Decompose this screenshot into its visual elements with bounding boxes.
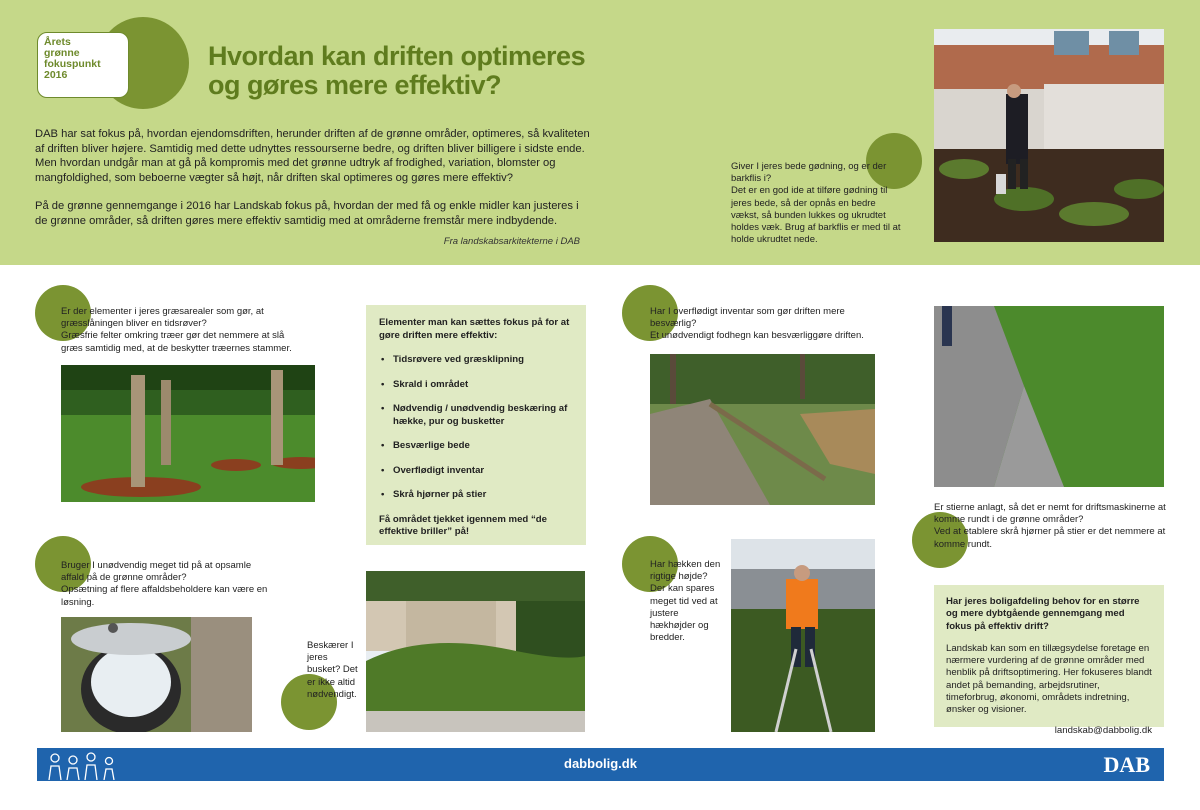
- focus-item: • Besværlige bede: [379, 440, 573, 453]
- focus-heading: Elementer man kan sættes fokus på for at gøre driften mere effektiv:: [379, 317, 570, 341]
- badge-line: fokuspunkt: [44, 58, 101, 70]
- title-line: Hvordan kan driften optimeres: [208, 41, 586, 71]
- tip-waste: Bruger I unødvendig meget tid på at opsamle affald på de grønne områder? Opsætning af flere affaldsbeholdere kan være en løsning.: [61, 560, 268, 608]
- cta-box: [934, 585, 1164, 736]
- photo-gardener: [934, 29, 1164, 242]
- cta-heading: Har jeres boligafdeling behov for en større og mere dybtgående gennemgang med fokus på effektiv drift?: [946, 596, 1140, 632]
- photo-fence: [650, 354, 875, 505]
- photo-trees-lawn: [61, 365, 315, 502]
- title-line: og gøres mere effektiv?: [208, 70, 502, 100]
- badge-line: grønne: [44, 47, 80, 59]
- credit-line: Fra landskabsarkitekterne i DAB: [443, 236, 580, 247]
- focus-closing: Få området tjekket igennem med “de effektive briller” på!: [379, 513, 547, 537]
- tip-fertilizer: Giver I jeres bede gødning, og er der barkflis i? Det er en god ide at tilføre gødning til jeres bede, så der opnås en bedre vækst, så bunden lukkes og ukrudtet holdes væk. Brug af barkflis er med til at holde ukrudtet nede.: [731, 161, 901, 246]
- badge-line: Årets: [44, 36, 71, 48]
- year-badge: [37, 32, 129, 98]
- footer-bar: [37, 748, 1164, 781]
- intro-paragraph: DAB har sat fokus på, hvordan ejendomsdriften, herunder driften af de grønne områder, optimeres, så kvaliteten af driften bliver højere. Samtidig med dette udnyttes ressourserne bedre, og driften bliver billigere i sidste ende. Men hvordan undgår man at gå på kompromis med det grønne udtryk af frodighed, variation, blomster og mangfoldighed, som beboerne vægter så højt, når driften skal optimeres og gøres mere effektiv?: [35, 128, 590, 184]
- focus-item: • Nødvendig / unødvendig beskæring af hække, pur og busketter: [379, 403, 573, 428]
- focus-item: • Skrå hjørner på stier: [379, 489, 573, 502]
- cta-email[interactable]: landskab@dabbolig.dk: [1054, 724, 1152, 736]
- focus-box: [366, 305, 586, 545]
- photo-hedge-trimming: [731, 539, 875, 732]
- dab-logo: DAB: [1103, 752, 1150, 777]
- tip-inventory: Har I overflødigt inventar som gør driften mere besværlig? Et unødvendigt fodhegn kan besværliggøre driften.: [650, 306, 864, 342]
- tip-grass: Er der elementer i jeres græsarealer som gør, at græsslåningen bliver en tidsrøver? Græsfrie felter omkring træer gør det nemmere at slå græs samtidig med, at de beskytter træernes stammer.: [61, 306, 292, 354]
- badge-line: 2016: [44, 69, 68, 81]
- focus-item: • Tidsrøvere ved græsklipning: [379, 354, 573, 367]
- focus-item: • Overflødigt inventar: [379, 465, 573, 478]
- tip-paths: Er stierne anlagt, så det er nemt for driftsmaskinerne at komme rundt i de grønne områder? Ved at etablere skrå hjørner på stier er det nemmere at komme rundt.: [934, 502, 1166, 550]
- cta-body: Landskab kan som en tillægsydelse foretage en nærmere vurdering af de grønne områder med henblik på driftsoptimering. Her fokuseres blandt andet på bemanding, arbejdsrutiner, timeforbrug, økonomi, områdets indretning, ønsker og visioner.: [946, 642, 1152, 716]
- photo-shrubs: [366, 571, 585, 732]
- tip-shrubs: Beskærer I jeres busket? Det er ikke altid nødvendigt.: [307, 640, 358, 700]
- tip-hedge: Har hækken den rigtige højde? Der kan spares meget tid ved at justere hækhøjder og bredder.: [650, 559, 721, 644]
- focus-list: [379, 354, 573, 502]
- intro-paragraph: På de grønne gennemgange i 2016 har Landskab fokus på, hvordan der med få og enkle midler kan justeres i de grønne områder, så driften gøres mere effektiv samtidig med at områderne fremstår mere indbydende.: [35, 200, 579, 227]
- focus-item: • Skrald i området: [379, 379, 573, 392]
- footer-url[interactable]: dabbolig.dk: [564, 756, 637, 771]
- intro-text: [35, 127, 590, 243]
- page-title: [208, 42, 668, 100]
- photo-path-corner: [934, 306, 1164, 487]
- photo-trash-bin: [61, 617, 252, 732]
